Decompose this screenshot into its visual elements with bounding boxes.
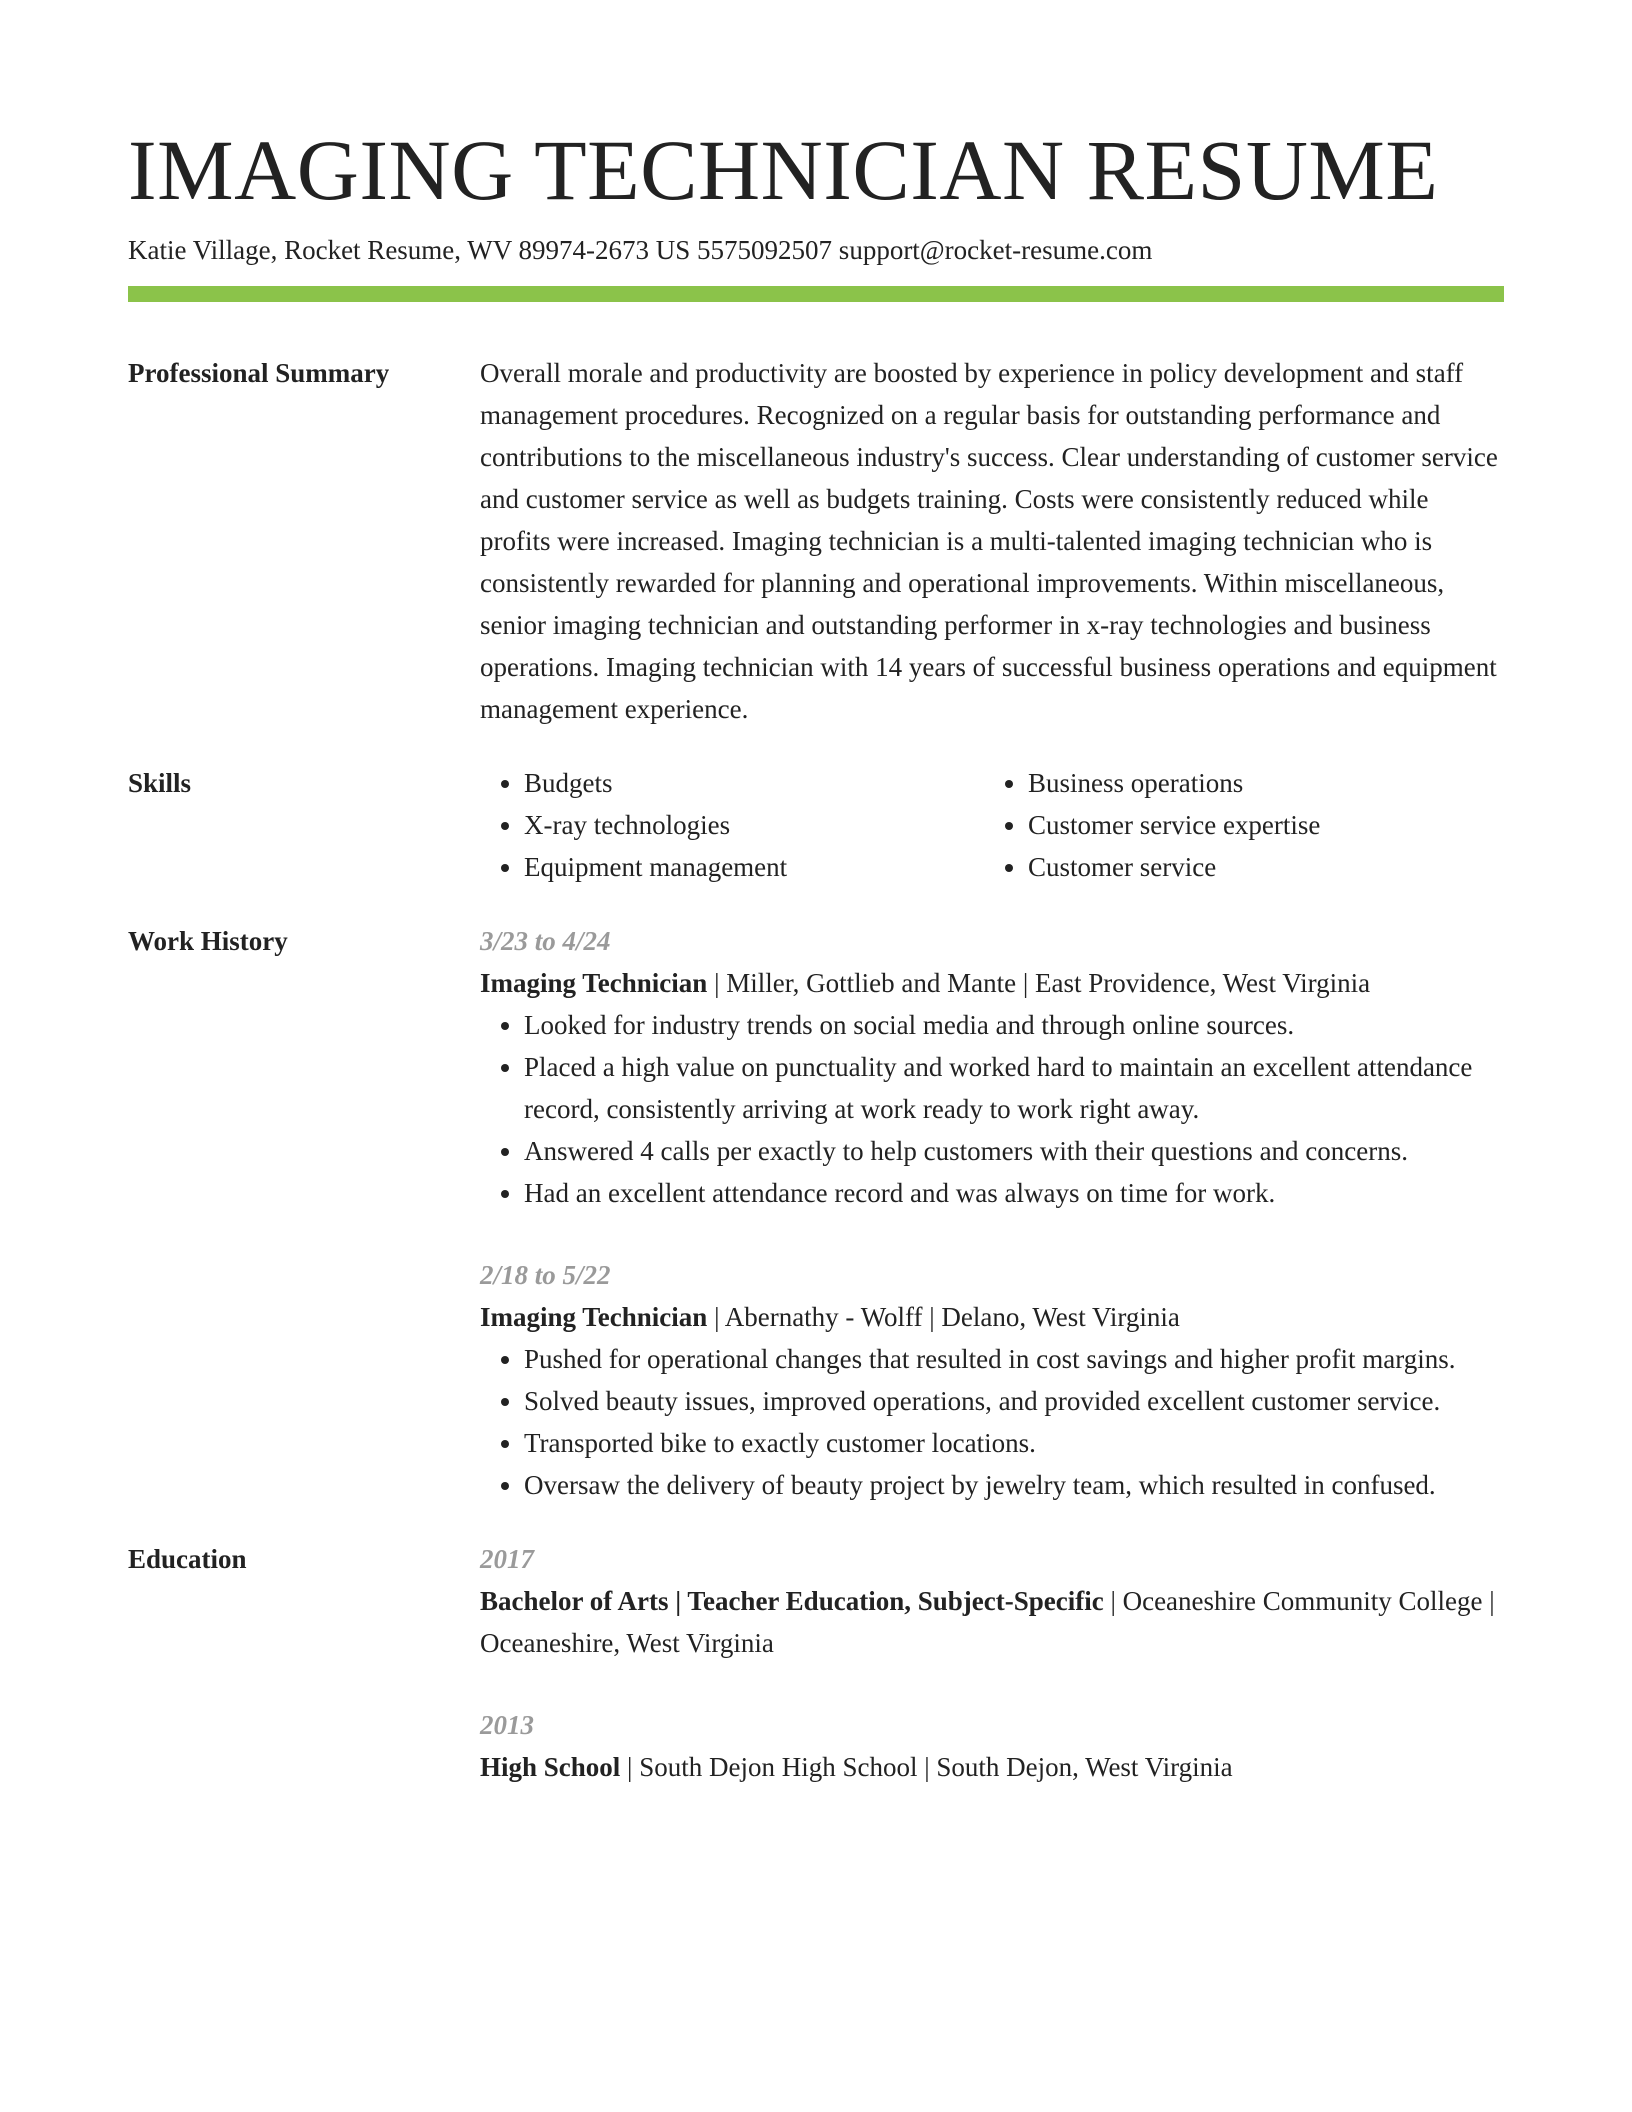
work-history-label: Work History bbox=[128, 926, 288, 956]
skill-item: • Equipment management bbox=[524, 846, 984, 888]
skill-item: • Business operations bbox=[1028, 762, 1488, 804]
skills-grid bbox=[480, 762, 1504, 888]
job-bullet: • Oversaw the delivery of beauty project by jewelry team, which resulted in confused. bbox=[524, 1464, 1504, 1506]
job-title: Imaging Technician bbox=[480, 968, 708, 998]
work-history-body bbox=[480, 920, 1504, 1506]
job-bullet: • Pushed for operational changes that resulted in cost savings and higher profit margins. bbox=[524, 1338, 1504, 1380]
education-heading bbox=[480, 1746, 1504, 1788]
skill-item: • X-ray technologies bbox=[524, 804, 984, 846]
accent-divider bbox=[128, 286, 1504, 302]
job-date: 3/23 to 4/24 bbox=[480, 926, 611, 956]
resume-title: IMAGING TECHNICIAN RESUME bbox=[128, 122, 1439, 218]
job-title: Imaging Technician bbox=[480, 1302, 708, 1332]
skills-column-left bbox=[480, 762, 984, 888]
job-bullet: • Placed a high value on punctuality and worked hard to maintain an excellent attendance record, consistently arriving at work ready to work right away. bbox=[524, 1046, 1504, 1130]
education-degree: High School bbox=[480, 1752, 621, 1782]
summary-section bbox=[128, 352, 1504, 730]
skill-item: • Customer service expertise bbox=[1028, 804, 1488, 846]
skills-section bbox=[128, 762, 1504, 888]
job-bullet: • Solved beauty issues, improved operations, and provided excellent customer service. bbox=[524, 1380, 1504, 1422]
job-bullets bbox=[480, 1338, 1504, 1506]
work-history-section bbox=[128, 920, 1504, 1506]
contact-line: Katie Village, Rocket Resume, WV 89974-2673 US 5575092507 support@rocket-resume.com bbox=[128, 235, 1153, 265]
education-body bbox=[480, 1538, 1504, 1788]
summary-text: Overall morale and productivity are boosted by experience in policy development and staff management procedures. Recognized on a regular basis for outstanding performance and contributions to the miscellaneous industry's success. Clear understanding of customer service and customer service as well as budgets training. Costs were consistently reduced while profits were increased. Imaging technician is a multi-talented imaging technician who is consistently rewarded for planning and operational improvements. Within miscellaneous, senior imaging technician and outstanding performer in x-ray technologies and business operations. Imaging technician with 14 years of successful business operations and equipment management experience. bbox=[480, 358, 1498, 724]
education-date: 2017 bbox=[480, 1544, 534, 1574]
education-degree: Bachelor of Arts | Teacher Education, Subject-Specific bbox=[480, 1586, 1104, 1616]
job-heading bbox=[480, 1296, 1504, 1338]
job-bullet: • Looked for industry trends on social media and through online sources. bbox=[524, 1004, 1504, 1046]
education-date: 2013 bbox=[480, 1710, 534, 1740]
education-details: | Oceaneshire Community College | Oceaneshire, West Virginia bbox=[480, 1586, 1495, 1658]
education-section bbox=[128, 1538, 1504, 1788]
job-bullet: • Had an excellent attendance record and was always on time for work. bbox=[524, 1172, 1504, 1214]
education-heading bbox=[480, 1580, 1504, 1664]
education-label: Education bbox=[128, 1544, 247, 1574]
job-heading bbox=[480, 962, 1504, 1004]
job-entry bbox=[480, 920, 1504, 1214]
job-bullets bbox=[480, 1004, 1504, 1214]
skills-body bbox=[480, 762, 1504, 888]
job-bullet: • Answered 4 calls per exactly to help customers with their questions and concerns. bbox=[524, 1130, 1504, 1172]
education-entry bbox=[480, 1538, 1504, 1664]
education-details: | South Dejon High School | South Dejon, West Virginia bbox=[620, 1752, 1233, 1782]
job-bullet: • Transported bike to exactly customer locations. bbox=[524, 1422, 1504, 1464]
education-entry bbox=[480, 1704, 1504, 1788]
skill-item: • Customer service bbox=[1028, 846, 1488, 888]
skills-label: Skills bbox=[128, 768, 192, 798]
skills-column-right bbox=[984, 762, 1488, 888]
job-date: 2/18 to 5/22 bbox=[480, 1260, 611, 1290]
job-details: | Miller, Gottlieb and Mante | East Providence, West Virginia bbox=[707, 968, 1371, 998]
job-entry bbox=[480, 1254, 1504, 1506]
summary-label: Professional Summary bbox=[128, 358, 390, 388]
job-details: | Abernathy - Wolff | Delano, West Virginia bbox=[707, 1302, 1180, 1332]
skill-item: • Budgets bbox=[524, 762, 984, 804]
